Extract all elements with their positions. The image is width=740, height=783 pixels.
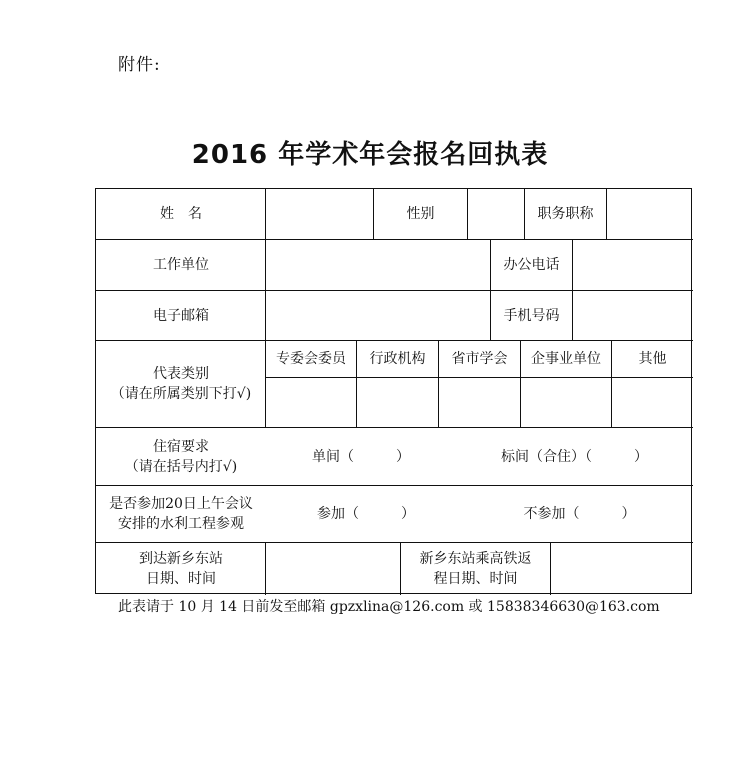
office-phone-label: 办公电话 [503,257,560,273]
shared-room-option[interactable]: 标间（合住）（ ） [501,448,648,465]
tour-label: 是否参加20日上午会议 安排的水利工程参观 [109,496,253,532]
mobile-field[interactable] [573,291,693,340]
category-option: 企事业单位 [531,351,601,367]
not-attend-option[interactable]: 不参加（ ） [523,506,636,522]
gender-field[interactable] [468,189,524,239]
single-room-option[interactable]: 单间（ ） [312,448,410,465]
category-option: 省市学会 [451,351,508,367]
registration-table [95,188,692,594]
return-label: 新乡东站乘高铁返 程日期、时间 [419,551,532,587]
email-field[interactable] [266,291,490,340]
office-phone-field[interactable] [573,240,693,290]
attachment-label: 附件: [118,55,161,75]
email-label: 电子邮箱 [153,307,209,324]
form-title: 2016 年学术年会报名回执表 [191,140,549,170]
lodging-label: 住宿要求 （请在括号内打√) [124,438,238,475]
category-check-cell[interactable] [266,378,356,427]
name-field[interactable] [266,189,373,239]
category-check-cell[interactable] [439,378,520,427]
arrival-label: 到达新乡东站 日期、时间 [139,551,223,587]
footer-note: 此表请于 10 月 14 日前发至邮箱 gpzxlina@126.com 或 15838346630@163.com [118,599,660,615]
work-unit-label: 工作单位 [153,257,209,273]
category-label: 代表类别 （请在所属类别下打√) [110,366,252,402]
mobile-label: 手机号码 [503,307,560,324]
category-option: 行政机构 [369,351,426,367]
gender-label: 性别 [406,206,435,222]
category-check-cell[interactable] [357,378,438,427]
arrival-field[interactable] [266,543,400,595]
category-check-cell[interactable] [521,378,611,427]
category-option: 专委会委员 [276,351,346,367]
category-check-cell[interactable] [612,378,693,427]
attend-option[interactable]: 参加（ ） [317,506,415,522]
category-option: 其他 [638,351,667,367]
position-label: 职务职称 [537,206,594,222]
work-unit-field[interactable] [266,240,490,290]
position-field[interactable] [607,189,693,239]
return-field[interactable] [551,543,693,595]
name-label: 姓 名 [160,206,202,222]
